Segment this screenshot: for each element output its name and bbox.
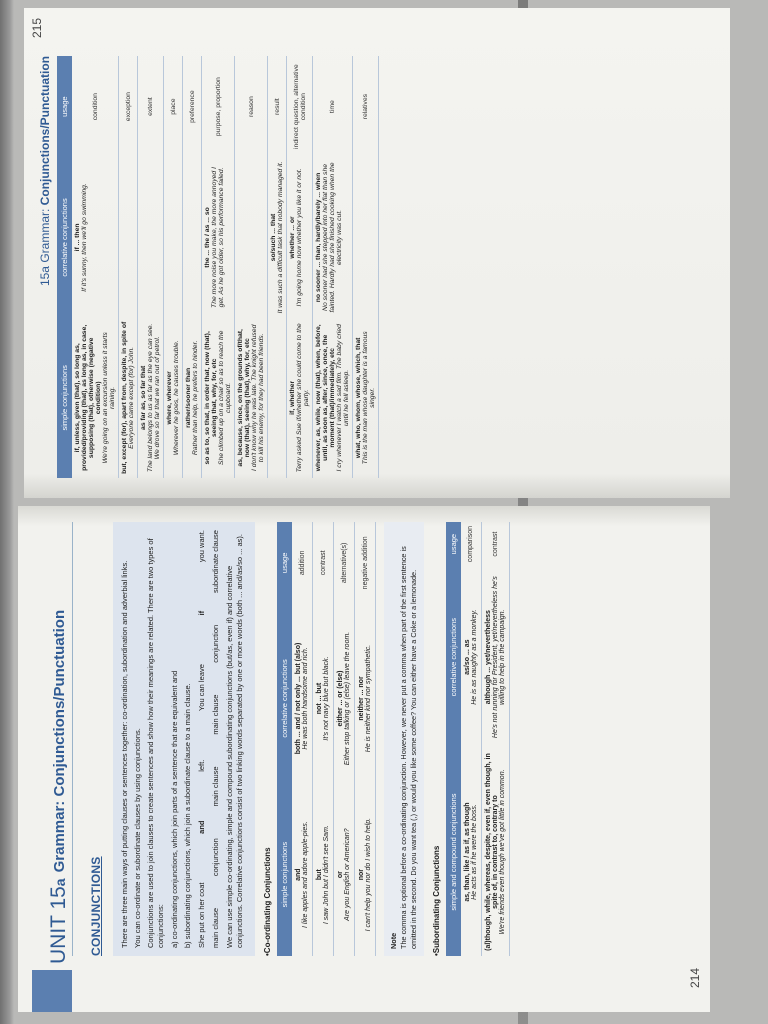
column-header: simple conjunctions (277, 793, 292, 956)
unit-header (32, 522, 73, 964)
page-running-title: 15a Grammar: Conjunctions/Punctuation (38, 56, 52, 287)
example-labels: main clause conjunction main clause main clause conjunction subordinate clause (210, 530, 220, 948)
page-number: 214 (688, 967, 702, 988)
intro-line: There are three main ways of putting clauses or sentences together: co-ordination, subordination and adverbial links. (120, 560, 129, 948)
subordinating-table-continued (57, 56, 379, 478)
section-title: CONJUNCTIONS (89, 856, 103, 956)
unit-heading: Grammar: Conjunctions/Punctuation (51, 609, 68, 873)
table-row: and I like apples and adore apple-pies. both ... and / not only ... but (also) He was both handsome and rich. addition (292, 522, 313, 956)
table-row: whenever, as, while, now (that), when, before, until, as soon as, after, since, once, the moment (that)/immediately, etc I cry whenever I watch a sad film. The baby cried until he fell asleep. no sooner ... than, hardly/barely ... when No sooner had she stepped into her flat than she fainted. Hardly had she finished cooking when the electricity was cut. time (313, 56, 353, 478)
right-page (24, 8, 730, 498)
table-row: but, except (for), apart from, despite, in spite of Everyone came except (for) John. exception (119, 56, 138, 478)
table-row: nor I can't help you nor do I wish to help. neither ... nor He is neither kind nor sympathetic. negative addition (355, 522, 376, 956)
column-header: usage (277, 522, 292, 604)
column-header: usage (446, 522, 461, 566)
table-row: but I saw John but I didn't see Sam. not ... but It's not navy blue but black. contrast (313, 522, 334, 956)
table-row: so as to, so that, in order that, now (that), seeing that, why, for, etc She climbed up on a chair so as to reach the cupboard. the ... the / as ... so The more noise you make, the more annoyed I get. As he got older, so his performance failed. purpose, proportion (202, 56, 235, 478)
subordinating-table (446, 522, 510, 956)
coordinating-heading: • Co-ordinating Conjunctions (263, 522, 272, 956)
column-header: simple conjunctions (57, 318, 72, 478)
subordinating-heading: • Subordinating Conjunctions (432, 522, 441, 956)
unit-label: UNIT 15a (47, 878, 70, 964)
column-header: correlative conjunctions (57, 157, 72, 317)
column-header: usage (57, 56, 72, 157)
column-header: correlative conjunctions (446, 566, 461, 748)
intro-line: b) subordinating conjunctions, which join a subordinate clause to a main clause. (182, 683, 192, 948)
table-row: if, whether Terry asked Sue if/whether she could come to the party. whether ... or I'm going home now whether you like it or not. indirect question, alternative condition (287, 56, 313, 478)
unit-color-block (32, 970, 72, 1012)
table-row: so/such ... that It was such a difficult task that nobody managed it. result (268, 56, 287, 478)
intro-panel (113, 522, 255, 956)
note-box (384, 522, 424, 956)
table-row: (al)though, while, whereas, despite, even if, even though, in spite of, in contrast to, contrary to We're friends even though we've got little in common. although ... yet/nevertheless He's not running for President, yet/nevertheless he's willing to help in the campaign. contrast (481, 522, 509, 956)
note-title: Note (389, 932, 399, 949)
example-row: She put on her coat and left. You can leave if you want. (196, 530, 206, 948)
intro-line: a) co-ordinating conjunctions, which join parts of a sentence that are equivalent and (169, 670, 179, 948)
table-row: or Are you English or American? either ... or (else) Either stop talking or (else) leave the room. alternative(s) (334, 522, 355, 956)
table-row: rather/sooner than Rather than help, he prefers to hinder. preference (183, 56, 202, 478)
intro-line: You can co-ordinate or subordinate clauses by using conjunctions. (133, 728, 143, 948)
left-page (18, 506, 710, 1012)
table-row: what, who, whom, whose, which, that This is the man whose daughter is a famous singer. relatives (353, 56, 379, 478)
coordinating-table (277, 522, 376, 956)
column-header: simple and compound conjunctions (446, 748, 461, 956)
page-number: 215 (30, 18, 44, 39)
intro-tail: We can use simple co-ordinating, simple and compound subordinating conjunctions (but/as, even if) and correlative conjunctions. Correlative conjunctions consist of two linking words separated by one or more words (both ... and/as/so ... as). (225, 534, 245, 948)
table-row: as, than, like / as if, as though He acts as if he were the boss. as/so ... as He is as naughty as a monkey. comparison (461, 522, 482, 956)
note-text: The comma is optional before a co-ordinating conjunction. However, we never put a comma when part of the first sentence is omitted in the second. Do you want tea (,) or would you like some coffee? You can either have a Coke or a lemonade. (399, 546, 418, 949)
table-row: as, because, since, on the grounds of/that, now (that), seeing (that), why, for, etc I don't know why he was late. The knight refused to kill his enemy, for they had been friends. reason (235, 56, 268, 478)
table-row: where, wherever Wherever he goes, he causes trouble. place (164, 56, 183, 478)
table-row: if, unless, given (that), so long as, provided/providing (that), as long as, in case, supposing (that), otherwise (negative condition) We're going on an excursion unless it starts raining. if ... then If it's sunny, then we'll go swimming. condition (72, 56, 119, 478)
intro-line: Conjunctions are used to join clauses to create sentences and show how their meanings are related. There are two types of conjunctions: (146, 538, 166, 948)
table-row: as far as, so far that The land belongs to us as far as the eye can see. We drove so far that we ran out of petrol. extent (138, 56, 164, 478)
column-header: correlative conjunctions (277, 604, 292, 794)
